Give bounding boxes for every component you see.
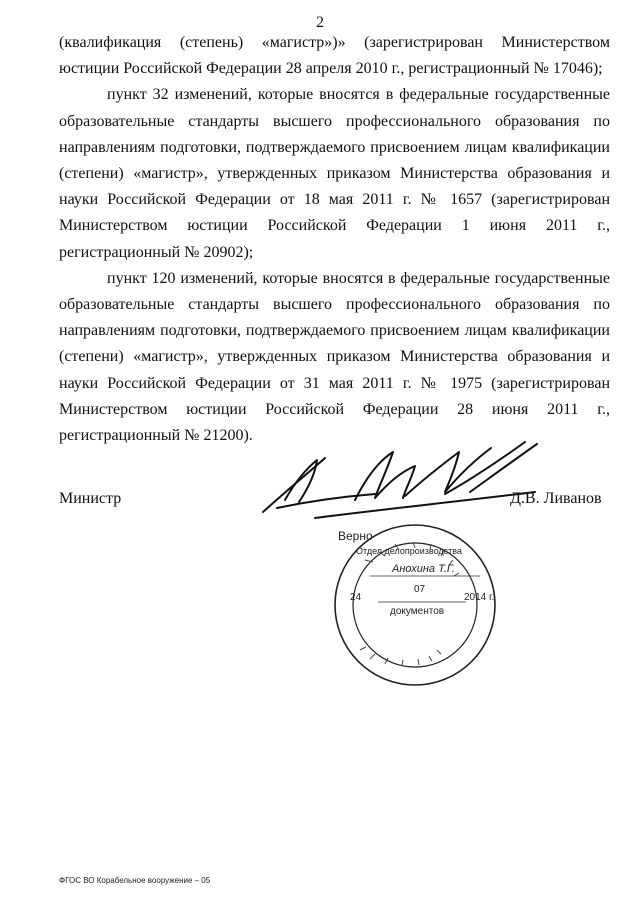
handwritten-signature: [255, 430, 545, 530]
paragraph-1: (квалификация (степень) «магистр»)» (зарегистрирован Министерством юстиции Российской Федерации 28 апреля 2010 г., регистрационный № 17046);: [59, 34, 610, 78]
stamp-date-year: 2014 г.: [464, 592, 495, 603]
stamp-department: Отдел делопроизводства: [356, 546, 462, 556]
paragraph-3: пункт 120 изменений, которые вносятся в федеральные государственные образовательные стандарты высшего профессионального образования по направлениям подготовки, подтверждаемого присвоением лицам квалификации (степени) «магистр», утвержденных приказом Министерства образования и науки Российской Федерации от 31 мая 2011 г. № 1975 (зарегистрирован Министерством юстиции Российской Федерации 28 июня 2011 г., регистрационный № 21200).: [59, 269, 610, 445]
stamp-verno: Верно: [338, 529, 373, 543]
official-stamp: [330, 520, 500, 690]
stamp-documents: документов: [390, 606, 445, 617]
stamp-handwritten-name: Анохина Т.Г.: [392, 563, 455, 575]
page-number: 2: [316, 14, 324, 31]
paragraph-2: пункт 32 изменений, которые вносятся в федеральные государственные образовательные стандарты высшего профессионального образования по направлениям подготовки, подтверждаемого присвоением лицам квалификации (степени) «магистр», утвержденных приказом Министерства образования и науки Российской Федерации от 18 мая 2011 г. № 1657 (зарегистрирован Министерством юстиции Российской Федерации 1 июня 2011 г., регистрационный № 20902);: [59, 86, 610, 261]
signatory-title: Министр: [59, 490, 122, 507]
signatory-name: Д.В. Ливанов: [510, 490, 602, 507]
stamp-date-month: 07: [414, 584, 426, 595]
stamp-date-day: 24: [350, 592, 362, 603]
footer-note: ФГОС ВО Корабельное вооружение – 05: [59, 876, 211, 885]
document-body: [59, 30, 610, 449]
